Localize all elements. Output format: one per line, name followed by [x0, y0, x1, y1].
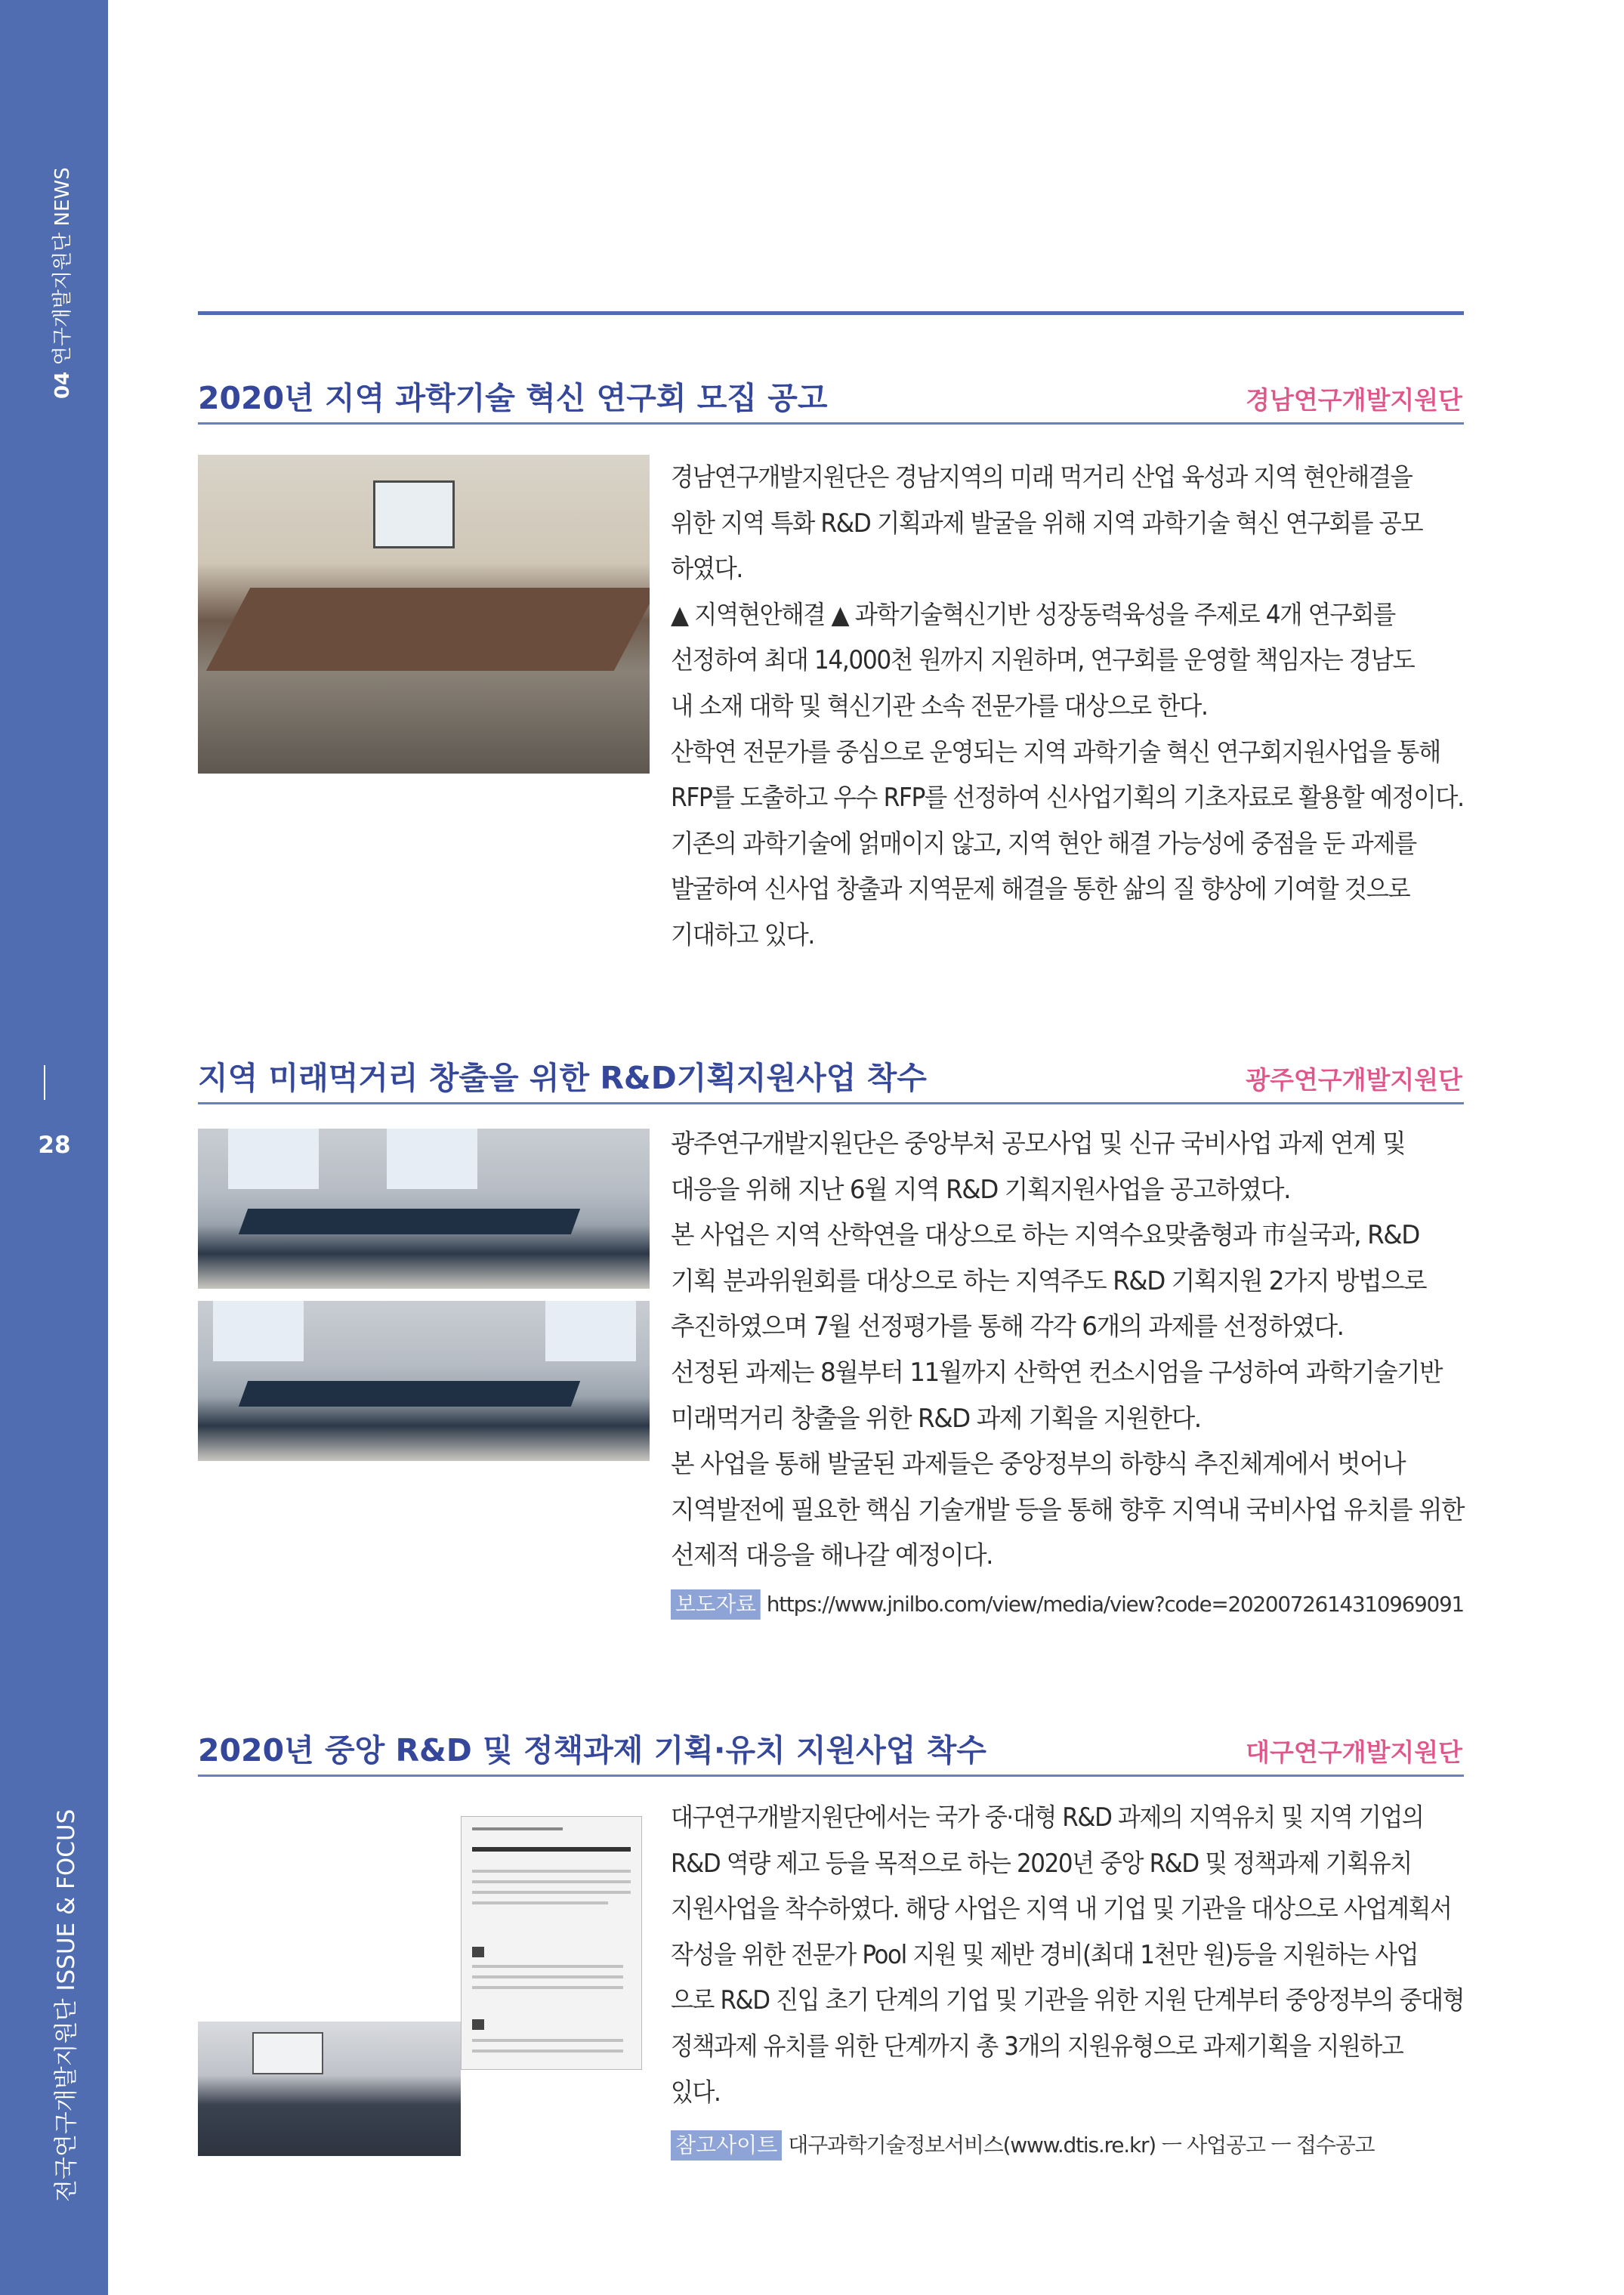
article-body	[671, 1121, 1486, 1579]
meeting-hall-photo	[198, 1301, 650, 1461]
doc-line	[472, 1986, 623, 1989]
window-icon	[228, 1129, 319, 1189]
window-icon	[387, 1129, 477, 1189]
article-org: 대구연구개발지원단	[1246, 1737, 1462, 1767]
article-body	[671, 455, 1521, 959]
article-org: 경남연구개발지원단	[1246, 385, 1462, 415]
meeting-hall-photo	[198, 1129, 650, 1289]
reference-link[interactable]: https://www.jnilbo.com/view/media/view?code=2020072614310969091	[766, 1592, 1464, 1617]
doc-heading	[472, 1847, 631, 1852]
site-reference	[671, 2130, 1374, 2161]
window-icon	[213, 1301, 304, 1361]
body-line: R&D 역량 제고 등을 목적으로 하는 2020년 중앙 R&D 및 정책과제 기획유치	[671, 1848, 1412, 1878]
doc-line	[472, 1870, 631, 1873]
article-body	[671, 1795, 1530, 2115]
page-number: 28	[38, 1132, 71, 1159]
section-number: 04	[51, 371, 74, 399]
doc-line	[472, 1880, 631, 1883]
body-line: 기대하고 있다.	[671, 919, 814, 950]
article-title: 2020년 중앙 R&D 및 정책과제 기획·유치 지원사업 착수	[198, 1732, 986, 1768]
doc-bullet-icon	[472, 2019, 484, 2030]
body-line: 기존의 과학기술에 얽매이지 않고, 지역 현안 해결 가능성에 중점을 둔 과제를	[671, 828, 1416, 858]
body-line: 광주연구개발지원단은 중앙부처 공모사업 및 신규 국비사업 과제 연계 및	[671, 1129, 1406, 1158]
body-line: 산학연 전문가를 중심으로 운영되는 지역 과학기술 혁신 연구회지원사업을 통해	[671, 737, 1440, 767]
body-line: 선제적 대응을 해나갈 예정이다.	[671, 1540, 993, 1571]
conference-table-icon	[206, 588, 650, 671]
body-line: 지역발전에 필요한 핵심 기술개발 등을 통해 향후 지역내 국비사업 유치를 위한	[671, 1494, 1465, 1524]
body-line: 으로 R&D 진입 초기 단계의 기업 및 기관을 위한 지원 단계부터 중앙정부의 중대형	[671, 1985, 1465, 2015]
desk-icon	[239, 1381, 580, 1407]
document-photo	[461, 1816, 642, 2070]
article-org: 광주연구개발지원단	[1246, 1065, 1462, 1095]
doc-line	[472, 1891, 631, 1894]
body-line: RFP를 도출하고 우수 RFP를 선정하여 신사업기획의 기초자료로 활용할 예정이다.	[671, 783, 1464, 813]
body-line: 경남연구개발지원단은 경남지역의 미래 먹거리 산업 육성과 지역 현안해결을	[671, 462, 1413, 492]
article-title: 2020년 지역 과학기술 혁신 연구회 모집 공고	[198, 380, 828, 416]
sidebar-section-label	[47, 167, 75, 399]
article-gwangju	[198, 1058, 1464, 1104]
presentation-screen-icon	[373, 480, 455, 548]
body-line: 내 소재 대학 및 혁신기관 소속 전문가를 대상으로 한다.	[671, 690, 1208, 721]
meeting-photo	[198, 455, 650, 774]
body-line: ▲ 지역현안해결 ▲ 과학기술혁신기반 성장동력육성을 주제로 4개 연구회를	[671, 599, 1395, 629]
presentation-screen-icon	[252, 2032, 323, 2074]
body-line: 있다.	[671, 2077, 721, 2107]
body-line: 기획 분과위원회를 대상으로 하는 지역주도 R&D 기획지원 2가지 방법으로	[671, 1265, 1427, 1296]
reference-tag: 참고사이트	[671, 2130, 782, 2161]
body-line: 본 사업은 지역 산학연을 대상으로 하는 지역수요맞춤형과 市실국과, R&D	[671, 1220, 1419, 1250]
doc-line	[472, 1901, 608, 1904]
body-line: 작성을 위한 전문가 Pool 지원 및 제반 경비(최대 1천만 원)등을 지원하는 사업	[671, 1939, 1419, 1969]
magazine-title: 전국연구개발지원단 ISSUE & FOCUS	[53, 1809, 80, 2202]
body-line: 대구연구개발지원단에서는 국가 중·대형 R&D 과제의 지역유치 및 지역 기업의	[671, 1802, 1424, 1832]
reference-tag: 보도자료	[671, 1589, 761, 1620]
body-line: 발굴하여 신사업 창출과 지역문제 해결을 통한 삶의 질 향상에 기여할 것으로	[671, 874, 1410, 904]
body-line: 추진하였으며 7월 선정평가를 통해 각각 6개의 과제를 선정하였다.	[671, 1311, 1344, 1342]
body-line: 본 사업을 통해 발굴된 과제들은 중앙정부의 하향식 추진체계에서 벗어나	[671, 1449, 1406, 1479]
article-header	[198, 378, 1464, 425]
body-line: 대응을 위해 지난 6월 지역 R&D 기획지원사업을 공고하였다.	[671, 1174, 1290, 1204]
page-number-tick	[44, 1065, 45, 1100]
desk-icon	[239, 1209, 580, 1234]
article-gyeongnam	[198, 378, 1464, 425]
body-line: 정책과제 유치를 위한 단계까지 총 3개의 지원유형으로 과제기획을 지원하고	[671, 2031, 1403, 2061]
doc-line	[472, 2039, 623, 2042]
doc-line	[472, 1975, 623, 1978]
lecture-photo	[198, 2022, 461, 2156]
doc-bullet-icon	[472, 1947, 484, 1957]
article-header	[198, 1730, 1464, 1777]
top-divider	[198, 311, 1464, 315]
section-name: 연구개발지원단 NEWS	[51, 167, 74, 366]
body-line: 미래먹거리 창출을 위한 R&D 과제 기획을 지원한다.	[671, 1403, 1201, 1433]
window-icon	[545, 1301, 636, 1361]
reference-link[interactable]: 대구과학기술정보서비스(www.dtis.re.kr) ㅡ 사업공고 ㅡ 접수공고	[788, 2133, 1375, 2158]
body-line: 선정하여 최대 14,000천 원까지 지원하며, 연구회를 운영할 책임자는 경남도	[671, 645, 1415, 675]
body-line: 지원사업을 착수하였다. 해당 사업은 지역 내 기업 및 기관을 대상으로 사업계획서	[671, 1894, 1452, 1924]
press-reference	[671, 1589, 1464, 1620]
body-line: 하였다.	[671, 554, 743, 584]
doc-line	[472, 1965, 623, 1968]
doc-line	[472, 1827, 563, 1830]
doc-line	[472, 2049, 623, 2053]
article-title: 지역 미래먹거리 창출을 위한 R&D기획지원사업 착수	[198, 1060, 927, 1096]
body-line: 선정된 과제는 8월부터 11월까지 산학연 컨소시엄을 구성하여 과학기술기반	[671, 1357, 1443, 1387]
article-header	[198, 1058, 1464, 1104]
body-line: 위한 지역 특화 R&D 기획과제 발굴을 위해 지역 과학기술 혁신 연구회를 공모	[671, 508, 1423, 538]
article-daegu	[198, 1730, 1464, 1777]
